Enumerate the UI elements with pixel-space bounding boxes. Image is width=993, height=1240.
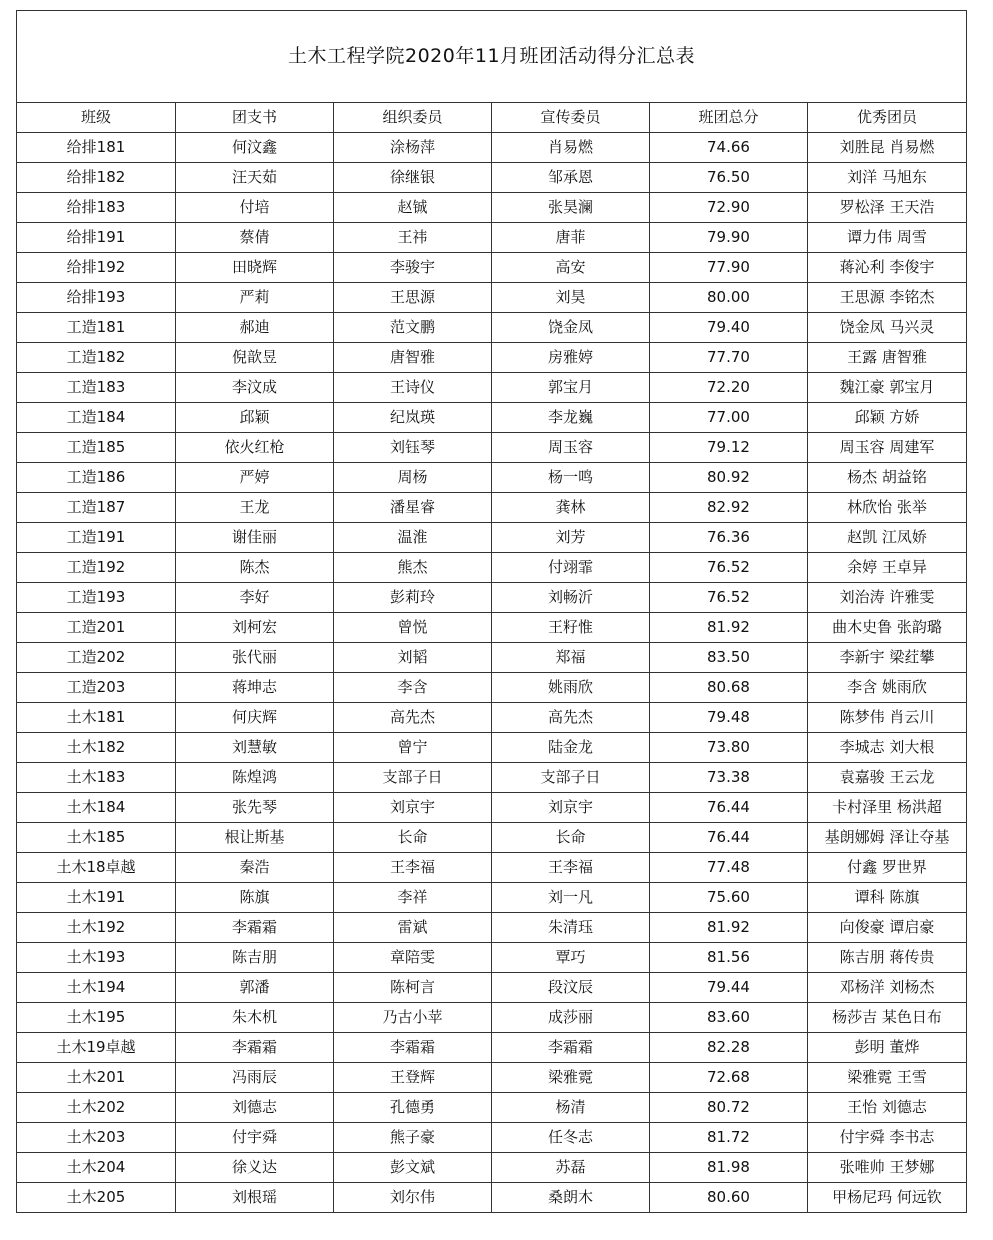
- cell-outstanding-members: 余婷 王卓异: [808, 553, 967, 583]
- cell-organization-member: 王诗仪: [334, 373, 492, 403]
- cell-branch-secretary: 王龙: [176, 493, 334, 523]
- cell-class: 土木202: [17, 1093, 176, 1123]
- cell-total-score: 77.48: [650, 853, 808, 883]
- cell-branch-secretary: 李好: [176, 583, 334, 613]
- cell-total-score: 76.52: [650, 553, 808, 583]
- column-header-outstanding-members: 优秀团员: [808, 103, 967, 133]
- cell-organization-member: 刘钰琴: [334, 433, 492, 463]
- cell-organization-member: 李祥: [334, 883, 492, 913]
- column-header-total-score: 班团总分: [650, 103, 808, 133]
- cell-outstanding-members: 张唯帅 王梦娜: [808, 1153, 967, 1183]
- cell-publicity-member: 刘一凡: [492, 883, 650, 913]
- table-row: [17, 1063, 967, 1093]
- cell-outstanding-members: 甲杨尼玛 何远钦: [808, 1183, 967, 1213]
- cell-class: 工造185: [17, 433, 176, 463]
- cell-outstanding-members: 梁雅霓 王雪: [808, 1063, 967, 1093]
- cell-branch-secretary: 朱木机: [176, 1003, 334, 1033]
- cell-publicity-member: 龚林: [492, 493, 650, 523]
- table-row: [17, 133, 967, 163]
- cell-class: 工造184: [17, 403, 176, 433]
- cell-total-score: 76.44: [650, 793, 808, 823]
- cell-total-score: 81.56: [650, 943, 808, 973]
- cell-branch-secretary: 蔡倩: [176, 223, 334, 253]
- cell-outstanding-members: 魏江豪 郭宝月: [808, 373, 967, 403]
- cell-outstanding-members: 杨莎吉 某色日布: [808, 1003, 967, 1033]
- cell-class: 给排183: [17, 193, 176, 223]
- cell-branch-secretary: 李霜霜: [176, 913, 334, 943]
- cell-organization-member: 涂杨萍: [334, 133, 492, 163]
- cell-total-score: 73.80: [650, 733, 808, 763]
- cell-publicity-member: 邹承恩: [492, 163, 650, 193]
- table-row: [17, 793, 967, 823]
- table-row: [17, 193, 967, 223]
- cell-branch-secretary: 汪天茹: [176, 163, 334, 193]
- cell-branch-secretary: 李汶成: [176, 373, 334, 403]
- cell-outstanding-members: 饶金凤 马兴灵: [808, 313, 967, 343]
- cell-branch-secretary: 陈煌鸿: [176, 763, 334, 793]
- cell-class: 土木201: [17, 1063, 176, 1093]
- cell-organization-member: 长命: [334, 823, 492, 853]
- cell-publicity-member: 肖易燃: [492, 133, 650, 163]
- cell-organization-member: 李含: [334, 673, 492, 703]
- table-row: [17, 823, 967, 853]
- cell-branch-secretary: 严婷: [176, 463, 334, 493]
- cell-branch-secretary: 冯雨辰: [176, 1063, 334, 1093]
- cell-organization-member: 王祎: [334, 223, 492, 253]
- cell-organization-member: 曾宁: [334, 733, 492, 763]
- cell-organization-member: 孔德勇: [334, 1093, 492, 1123]
- cell-total-score: 79.44: [650, 973, 808, 1003]
- column-header-branch-secretary: 团支书: [176, 103, 334, 133]
- cell-total-score: 80.72: [650, 1093, 808, 1123]
- table-row: [17, 403, 967, 433]
- cell-publicity-member: 覃巧: [492, 943, 650, 973]
- cell-total-score: 80.68: [650, 673, 808, 703]
- cell-branch-secretary: 蒋坤志: [176, 673, 334, 703]
- cell-publicity-member: 朱清珏: [492, 913, 650, 943]
- cell-outstanding-members: 王思源 李铭杰: [808, 283, 967, 313]
- cell-outstanding-members: 袁嘉骏 王云龙: [808, 763, 967, 793]
- cell-class: 土木182: [17, 733, 176, 763]
- cell-branch-secretary: 依火红枪: [176, 433, 334, 463]
- cell-organization-member: 雷斌: [334, 913, 492, 943]
- cell-class: 土木18卓越: [17, 853, 176, 883]
- cell-outstanding-members: 王怡 刘德志: [808, 1093, 967, 1123]
- cell-branch-secretary: 倪歆昱: [176, 343, 334, 373]
- table-row: [17, 913, 967, 943]
- table-row: [17, 1093, 967, 1123]
- table-row: [17, 1033, 967, 1063]
- cell-organization-member: 熊杰: [334, 553, 492, 583]
- cell-class: 工造191: [17, 523, 176, 553]
- table-row: [17, 463, 967, 493]
- cell-publicity-member: 姚雨欣: [492, 673, 650, 703]
- cell-publicity-member: 杨清: [492, 1093, 650, 1123]
- cell-total-score: 76.44: [650, 823, 808, 853]
- cell-branch-secretary: 刘慧敏: [176, 733, 334, 763]
- cell-outstanding-members: 陈吉朋 蒋传贵: [808, 943, 967, 973]
- cell-outstanding-members: 周玉容 周建军: [808, 433, 967, 463]
- cell-total-score: 80.92: [650, 463, 808, 493]
- cell-class: 工造193: [17, 583, 176, 613]
- table-row: [17, 1183, 967, 1213]
- column-header-class: 班级: [17, 103, 176, 133]
- cell-class: 给排193: [17, 283, 176, 313]
- cell-outstanding-members: 李含 姚雨欣: [808, 673, 967, 703]
- cell-organization-member: 李霜霜: [334, 1033, 492, 1063]
- table-title: 土木工程学院2020年11月班团活动得分汇总表: [17, 11, 967, 103]
- table-row: [17, 883, 967, 913]
- table-row: [17, 643, 967, 673]
- cell-outstanding-members: 付宇舜 李书志: [808, 1123, 967, 1153]
- cell-publicity-member: 长命: [492, 823, 650, 853]
- cell-branch-secretary: 田晓辉: [176, 253, 334, 283]
- cell-total-score: 72.68: [650, 1063, 808, 1093]
- table-row: [17, 223, 967, 253]
- cell-publicity-member: 饶金凤: [492, 313, 650, 343]
- summary-table: [16, 10, 967, 1213]
- cell-publicity-member: 刘芳: [492, 523, 650, 553]
- cell-publicity-member: 李霜霜: [492, 1033, 650, 1063]
- cell-publicity-member: 陆金龙: [492, 733, 650, 763]
- cell-class: 土木19卓越: [17, 1033, 176, 1063]
- cell-class: 工造192: [17, 553, 176, 583]
- cell-class: 工造181: [17, 313, 176, 343]
- cell-outstanding-members: 谭科 陈旗: [808, 883, 967, 913]
- title-row: [17, 11, 967, 103]
- cell-branch-secretary: 刘柯宏: [176, 613, 334, 643]
- cell-publicity-member: 高安: [492, 253, 650, 283]
- cell-organization-member: 曾悦: [334, 613, 492, 643]
- cell-organization-member: 熊子豪: [334, 1123, 492, 1153]
- cell-organization-member: 刘韬: [334, 643, 492, 673]
- cell-total-score: 74.66: [650, 133, 808, 163]
- cell-organization-member: 刘京宇: [334, 793, 492, 823]
- cell-branch-secretary: 张先琴: [176, 793, 334, 823]
- cell-publicity-member: 桑朗木: [492, 1183, 650, 1213]
- cell-branch-secretary: 付宇舜: [176, 1123, 334, 1153]
- cell-branch-secretary: 李霜霜: [176, 1033, 334, 1063]
- cell-total-score: 77.00: [650, 403, 808, 433]
- cell-class: 土木203: [17, 1123, 176, 1153]
- cell-class: 工造203: [17, 673, 176, 703]
- cell-organization-member: 温淮: [334, 523, 492, 553]
- cell-class: 给排182: [17, 163, 176, 193]
- table-row: [17, 253, 967, 283]
- cell-total-score: 79.90: [650, 223, 808, 253]
- cell-outstanding-members: 向俊豪 谭启豪: [808, 913, 967, 943]
- cell-outstanding-members: 刘治涛 许雅雯: [808, 583, 967, 613]
- cell-organization-member: 赵铖: [334, 193, 492, 223]
- cell-class: 土木183: [17, 763, 176, 793]
- cell-publicity-member: 刘京宇: [492, 793, 650, 823]
- cell-branch-secretary: 陈吉朋: [176, 943, 334, 973]
- cell-publicity-member: 刘畅沂: [492, 583, 650, 613]
- cell-organization-member: 高先杰: [334, 703, 492, 733]
- column-header-publicity-member: 宣传委员: [492, 103, 650, 133]
- cell-publicity-member: 梁雅霓: [492, 1063, 650, 1093]
- table-row: [17, 283, 967, 313]
- cell-branch-secretary: 何汶鑫: [176, 133, 334, 163]
- cell-branch-secretary: 郭潘: [176, 973, 334, 1003]
- cell-branch-secretary: 刘德志: [176, 1093, 334, 1123]
- cell-class: 土木185: [17, 823, 176, 853]
- cell-class: 工造202: [17, 643, 176, 673]
- cell-outstanding-members: 赵凯 江凤娇: [808, 523, 967, 553]
- table-row: [17, 943, 967, 973]
- cell-class: 给排192: [17, 253, 176, 283]
- cell-branch-secretary: 邱颖: [176, 403, 334, 433]
- table-row: [17, 1003, 967, 1033]
- table-row: [17, 313, 967, 343]
- cell-organization-member: 唐智雅: [334, 343, 492, 373]
- cell-branch-secretary: 陈杰: [176, 553, 334, 583]
- cell-total-score: 79.48: [650, 703, 808, 733]
- cell-total-score: 79.40: [650, 313, 808, 343]
- cell-outstanding-members: 林欣怡 张举: [808, 493, 967, 523]
- cell-branch-secretary: 何庆辉: [176, 703, 334, 733]
- header-row: [17, 103, 967, 133]
- cell-organization-member: 乃古小苹: [334, 1003, 492, 1033]
- cell-total-score: 83.50: [650, 643, 808, 673]
- cell-outstanding-members: 刘洋 马旭东: [808, 163, 967, 193]
- table-row: [17, 433, 967, 463]
- cell-publicity-member: 成莎丽: [492, 1003, 650, 1033]
- table-row: [17, 163, 967, 193]
- cell-total-score: 81.92: [650, 913, 808, 943]
- table-row: [17, 493, 967, 523]
- table-row: [17, 703, 967, 733]
- cell-publicity-member: 郭宝月: [492, 373, 650, 403]
- cell-total-score: 79.12: [650, 433, 808, 463]
- cell-branch-secretary: 郝迪: [176, 313, 334, 343]
- cell-organization-member: 纪岚瑛: [334, 403, 492, 433]
- cell-class: 土木204: [17, 1153, 176, 1183]
- cell-organization-member: 刘尔伟: [334, 1183, 492, 1213]
- cell-publicity-member: 李龙巍: [492, 403, 650, 433]
- table-row: [17, 613, 967, 643]
- cell-total-score: 82.28: [650, 1033, 808, 1063]
- cell-class: 土木194: [17, 973, 176, 1003]
- cell-class: 给排191: [17, 223, 176, 253]
- cell-organization-member: 章陪雯: [334, 943, 492, 973]
- cell-outstanding-members: 李新宇 梁荭攀: [808, 643, 967, 673]
- cell-publicity-member: 王籽惟: [492, 613, 650, 643]
- cell-branch-secretary: 付培: [176, 193, 334, 223]
- cell-outstanding-members: 谭力伟 周雪: [808, 223, 967, 253]
- cell-class: 工造183: [17, 373, 176, 403]
- cell-organization-member: 周杨: [334, 463, 492, 493]
- cell-outstanding-members: 蒋沁利 李俊宇: [808, 253, 967, 283]
- table-body: [17, 133, 967, 1213]
- table-row: [17, 973, 967, 1003]
- cell-organization-member: 王思源: [334, 283, 492, 313]
- cell-publicity-member: 苏磊: [492, 1153, 650, 1183]
- cell-class: 土木192: [17, 913, 176, 943]
- cell-total-score: 72.20: [650, 373, 808, 403]
- cell-publicity-member: 刘昊: [492, 283, 650, 313]
- cell-organization-member: 范文鹏: [334, 313, 492, 343]
- table-row: [17, 343, 967, 373]
- table-row: [17, 373, 967, 403]
- cell-total-score: 82.92: [650, 493, 808, 523]
- cell-publicity-member: 张昊澜: [492, 193, 650, 223]
- cell-branch-secretary: 根让斯基: [176, 823, 334, 853]
- cell-total-score: 77.70: [650, 343, 808, 373]
- cell-total-score: 77.90: [650, 253, 808, 283]
- cell-publicity-member: 付翊霏: [492, 553, 650, 583]
- cell-total-score: 83.60: [650, 1003, 808, 1033]
- cell-class: 土木191: [17, 883, 176, 913]
- cell-organization-member: 李骏宇: [334, 253, 492, 283]
- cell-class: 土木205: [17, 1183, 176, 1213]
- table-row: [17, 583, 967, 613]
- cell-branch-secretary: 刘根瑶: [176, 1183, 334, 1213]
- cell-outstanding-members: 杨杰 胡益铭: [808, 463, 967, 493]
- cell-class: 工造186: [17, 463, 176, 493]
- cell-total-score: 76.52: [650, 583, 808, 613]
- cell-organization-member: 支部子日: [334, 763, 492, 793]
- cell-class: 工造182: [17, 343, 176, 373]
- cell-total-score: 81.72: [650, 1123, 808, 1153]
- cell-branch-secretary: 陈旗: [176, 883, 334, 913]
- cell-outstanding-members: 刘胜昆 肖易燃: [808, 133, 967, 163]
- cell-organization-member: 彭莉玲: [334, 583, 492, 613]
- table-row: [17, 1123, 967, 1153]
- table-row: [17, 763, 967, 793]
- cell-outstanding-members: 罗松泽 王天浩: [808, 193, 967, 223]
- cell-outstanding-members: 邱颖 方娇: [808, 403, 967, 433]
- cell-total-score: 81.92: [650, 613, 808, 643]
- column-header-organization-member: 组织委员: [334, 103, 492, 133]
- table-row: [17, 523, 967, 553]
- cell-outstanding-members: 彭明 董烨: [808, 1033, 967, 1063]
- table-row: [17, 1153, 967, 1183]
- cell-class: 土木195: [17, 1003, 176, 1033]
- cell-class: 工造201: [17, 613, 176, 643]
- cell-total-score: 80.60: [650, 1183, 808, 1213]
- cell-class: 土木193: [17, 943, 176, 973]
- table-row: [17, 673, 967, 703]
- cell-class: 给排181: [17, 133, 176, 163]
- cell-publicity-member: 杨一鸣: [492, 463, 650, 493]
- cell-class: 土木184: [17, 793, 176, 823]
- cell-outstanding-members: 陈梦伟 肖云川: [808, 703, 967, 733]
- cell-publicity-member: 唐菲: [492, 223, 650, 253]
- cell-publicity-member: 任冬志: [492, 1123, 650, 1153]
- cell-organization-member: 王登辉: [334, 1063, 492, 1093]
- cell-publicity-member: 房雅婷: [492, 343, 650, 373]
- cell-publicity-member: 周玉容: [492, 433, 650, 463]
- cell-outstanding-members: 曲木史鲁 张韵璐: [808, 613, 967, 643]
- cell-total-score: 72.90: [650, 193, 808, 223]
- cell-outstanding-members: 李城志 刘大根: [808, 733, 967, 763]
- cell-total-score: 75.60: [650, 883, 808, 913]
- cell-publicity-member: 王李福: [492, 853, 650, 883]
- cell-total-score: 76.50: [650, 163, 808, 193]
- cell-publicity-member: 高先杰: [492, 703, 650, 733]
- cell-branch-secretary: 秦浩: [176, 853, 334, 883]
- cell-total-score: 81.98: [650, 1153, 808, 1183]
- cell-total-score: 76.36: [650, 523, 808, 553]
- cell-total-score: 73.38: [650, 763, 808, 793]
- cell-publicity-member: 支部子日: [492, 763, 650, 793]
- cell-class: 工造187: [17, 493, 176, 523]
- cell-branch-secretary: 严莉: [176, 283, 334, 313]
- cell-organization-member: 彭文斌: [334, 1153, 492, 1183]
- cell-branch-secretary: 张代丽: [176, 643, 334, 673]
- cell-total-score: 80.00: [650, 283, 808, 313]
- cell-organization-member: 徐继银: [334, 163, 492, 193]
- table-row: [17, 733, 967, 763]
- cell-branch-secretary: 徐义达: [176, 1153, 334, 1183]
- cell-publicity-member: 郑福: [492, 643, 650, 673]
- cell-publicity-member: 段汶辰: [492, 973, 650, 1003]
- cell-outstanding-members: 王露 唐智雅: [808, 343, 967, 373]
- table-row: [17, 553, 967, 583]
- cell-organization-member: 陈柯言: [334, 973, 492, 1003]
- cell-branch-secretary: 谢佳丽: [176, 523, 334, 553]
- cell-outstanding-members: 基朗娜姆 泽让夺基: [808, 823, 967, 853]
- cell-organization-member: 王李福: [334, 853, 492, 883]
- cell-outstanding-members: 付鑫 罗世界: [808, 853, 967, 883]
- cell-class: 土木181: [17, 703, 176, 733]
- cell-organization-member: 潘星睿: [334, 493, 492, 523]
- table-row: [17, 853, 967, 883]
- cell-outstanding-members: 邓杨洋 刘杨杰: [808, 973, 967, 1003]
- cell-outstanding-members: 卡村泽里 杨洪超: [808, 793, 967, 823]
